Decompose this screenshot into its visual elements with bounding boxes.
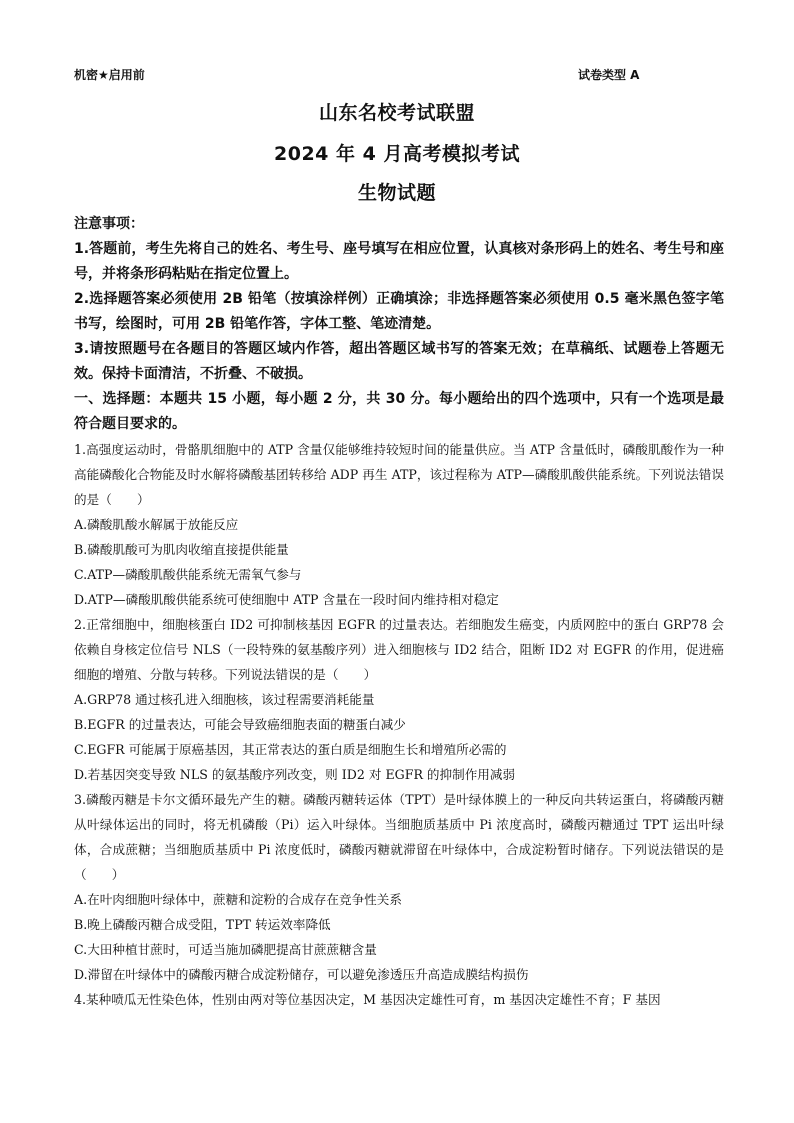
option-d: D.ATP—磷酸肌酸供能系统可使细胞中 ATP 含量在一段时间内维持相对稳定 bbox=[74, 592, 499, 607]
exam-organizer-title: 山东名校考试联盟 bbox=[318, 102, 475, 124]
note-item: 2.选择题答案必须使用 2B 铅笔（按填涂样例）正确填涂；非选择题答案必须使用 0.5 毫米黑色签字笔书写，绘图时，可用 2B 铅笔作答，字体工整、笔迹清楚。 bbox=[74, 291, 724, 332]
question-2 bbox=[74, 612, 724, 787]
option-b: B.晚上磷酸丙糖合成受阻，TPT 转运效率降低 bbox=[74, 917, 331, 932]
option-a: A.磷酸肌酸水解属于放能反应 bbox=[74, 517, 239, 532]
paper-type-label: 试卷类型 A bbox=[578, 68, 640, 82]
question-stem: 3.磷酸丙糖是卡尔文循环最先产生的糖。磷酸丙糖转运体（TPT）是叶绿体膜上的一种反向共转运蛋白，将磷酸丙糖从叶绿体运出的同时，将无机磷酸（Pi）运入叶绿体。当细胞质基质中 Pi 浓度高时，磷酸丙糖通过 TPT 运出叶绿体，合成蔗糖；当细胞质基质中 Pi 浓度低时，磷酸丙糖就滞留在叶绿体中，合成淀粉暂时储存。下列说法错误的是（ ） bbox=[74, 792, 724, 882]
option-c: C.大田种植甘蔗时，可适当施加磷肥提高甘蔗蔗糖含量 bbox=[74, 942, 377, 957]
confidential-label: 机密★启用前 bbox=[74, 68, 145, 82]
question-4 bbox=[74, 987, 724, 1012]
subject-title: 生物试题 bbox=[357, 182, 436, 204]
section-heading: 一、选择题：本题共 15 小题，每小题 2 分，共 30 分。每小题给出的四个选项中，只有一个选项是最符合题目要求的。 bbox=[74, 391, 724, 432]
exam-content bbox=[74, 212, 724, 1012]
note-item: 1.答题前，考生先将自己的姓名、考生号、座号填写在相应位置，认真核对条形码上的姓名、考生号和座号，并将条形码粘贴在指定位置上。 bbox=[74, 241, 724, 282]
notes-heading: 注意事项： bbox=[74, 216, 144, 232]
option-a: A.在叶肉细胞叶绿体中，蔗糖和淀粉的合成存在竞争性关系 bbox=[74, 892, 402, 907]
option-d: D.若基因突变导致 NLS 的氨基酸序列改变，则 ID2 对 EGFR 的抑制作用减弱 bbox=[74, 767, 516, 782]
option-c: C.ATP—磷酸肌酸供能系统无需氧气参与 bbox=[74, 567, 302, 582]
option-b: B.EGFR 的过量表达，可能会导致癌细胞表面的糖蛋白减少 bbox=[74, 717, 406, 732]
option-a: A.GRP78 通过核孔进入细胞核，该过程需要消耗能量 bbox=[74, 692, 375, 707]
option-d: D.滞留在叶绿体中的磷酸丙糖合成淀粉储存，可以避免渗透压升高造成膜结构损伤 bbox=[74, 967, 529, 982]
question-1 bbox=[74, 437, 724, 612]
option-c: C.EGFR 可能属于原癌基因，其正常表达的蛋白质是细胞生长和增殖所必需的 bbox=[74, 742, 507, 757]
question-stem: 1.高强度运动时，骨骼肌细胞中的 ATP 含量仅能够维持较短时间的能量供应。当 ATP 含量低时，磷酸肌酸作为一种高能磷酸化合物能及时水解将磷酸基团转移给 ADP 再生 ATP，该过程称为 ATP—磷酸肌酸供能系统。下列说法错误的是（ ） bbox=[74, 442, 724, 507]
question-stem: 2.正常细胞中，细胞核蛋白 ID2 可抑制核基因 EGFR 的过量表达。若细胞发生癌变，内质网腔中的蛋白 GRP78 会依赖自身核定位信号 NLS（一段特殊的氨基酸序列）进入细胞核与 ID2 结合，阻断 ID2 对 EGFR 的作用，促进癌细胞的增殖、分散与转移。下列说法错误的是（ ） bbox=[74, 617, 724, 682]
note-item: 3.请按照题号在各题目的答题区域内作答，超出答题区域书写的答案无效；在草稿纸、试题卷上答题无效。保持卡面清洁，不折叠、不破损。 bbox=[74, 341, 724, 382]
option-b: B.磷酸肌酸可为肌肉收缩直接提供能量 bbox=[74, 542, 289, 557]
question-3 bbox=[74, 787, 724, 987]
exam-name-title: 2024 年 4 月高考模拟考试 bbox=[274, 143, 520, 165]
question-stem: 4.某种喷瓜无性染色体，性别由两对等位基因决定，M 基因决定雄性可育，m 基因决定雄性不育；F 基因 bbox=[74, 992, 661, 1007]
